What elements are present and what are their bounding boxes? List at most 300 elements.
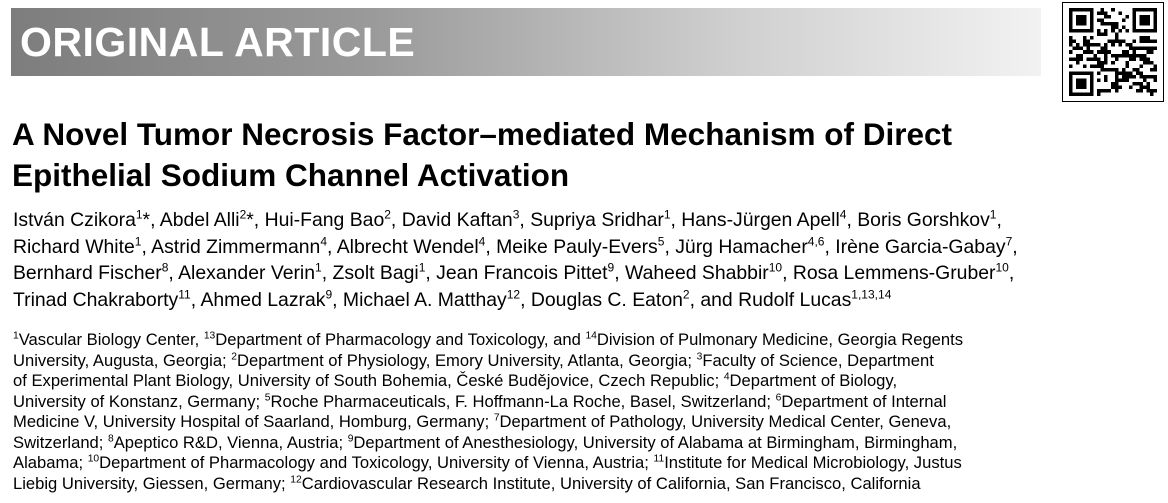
affiliation-line: [13, 433, 1163, 454]
qr-module: [1146, 19, 1150, 23]
superscript-marker: 9: [325, 287, 333, 302]
qr-module: [1090, 8, 1094, 12]
affiliation-line: [13, 453, 1163, 474]
qr-module: [1073, 71, 1077, 75]
qr-module: [1153, 8, 1157, 12]
qr-module: [1090, 71, 1094, 75]
qr-module: [1132, 82, 1136, 86]
qr-module: [1080, 54, 1084, 58]
qr-module: [1069, 12, 1073, 16]
qr-module: [1090, 89, 1094, 93]
qr-module: [1115, 89, 1119, 93]
qr-module: [1122, 78, 1126, 82]
qr-module: [1090, 64, 1094, 68]
qr-module: [1090, 78, 1094, 82]
text-run: , Boris Gorshkov: [846, 209, 990, 231]
qr-module: [1132, 12, 1136, 16]
qr-module: [1080, 29, 1084, 33]
qr-module: [1146, 85, 1150, 89]
qr-module: [1094, 54, 1098, 58]
qr-module: [1115, 57, 1119, 61]
qr-module: [1122, 75, 1126, 79]
qr-module: [1073, 57, 1077, 61]
qr-module: [1097, 61, 1101, 65]
superscript-marker: 6: [775, 391, 782, 403]
qr-module: [1139, 36, 1143, 40]
qr-module: [1132, 50, 1136, 54]
text-run: , Zsolt Bagi: [321, 262, 419, 284]
qr-module: [1150, 29, 1154, 33]
superscript-marker: 3: [696, 350, 703, 362]
qr-module: [1132, 68, 1136, 72]
text-run: University, Augusta, Georgia;: [13, 350, 232, 370]
superscript-marker: 7: [1005, 234, 1013, 249]
qr-module: [1094, 43, 1098, 47]
qr-module: [1153, 75, 1157, 79]
qr-module: [1090, 85, 1094, 89]
qr-module: [1139, 22, 1143, 26]
superscript-marker: 4,6: [807, 234, 825, 249]
qr-module: [1150, 50, 1154, 54]
text-run: , Douglas C. Eaton: [520, 288, 683, 311]
text-run: Bernhard Fischer: [13, 262, 162, 284]
qr-module: [1090, 50, 1094, 54]
superscript-marker: 4: [320, 234, 328, 249]
qr-module: [1069, 85, 1073, 89]
text-run: ,: [996, 209, 1002, 231]
qr-module: [1094, 64, 1098, 68]
qr-module: [1090, 12, 1094, 16]
qr-module: [1153, 78, 1157, 82]
text-run: , Supriya Sridhar: [519, 209, 664, 231]
qr-module: [1083, 85, 1087, 89]
qr-module: [1136, 71, 1140, 75]
qr-module: [1090, 43, 1094, 47]
qr-module: [1111, 29, 1115, 33]
qr-module: [1139, 71, 1143, 75]
qr-module: [1104, 29, 1108, 33]
qr-module: [1132, 15, 1136, 19]
qr-module: [1104, 47, 1108, 51]
text-run: Medicine V, University Hospital of Saarland, Homburg, Germany;: [13, 412, 494, 431]
qr-module: [1118, 54, 1122, 58]
qr-module: [1132, 57, 1136, 61]
qr-module: [1097, 33, 1101, 37]
qr-module: [1073, 8, 1077, 12]
qr-module: [1139, 75, 1143, 79]
qr-module: [1080, 57, 1084, 61]
qr-module: [1143, 57, 1147, 61]
qr-module: [1125, 15, 1129, 19]
qr-module: [1132, 29, 1136, 33]
qr-module: [1146, 40, 1150, 44]
qr-module: [1136, 47, 1140, 51]
qr-module: [1073, 47, 1077, 51]
text-run: University of Konstanz, Germany;: [13, 391, 265, 411]
qr-module: [1080, 82, 1084, 86]
qr-module: [1101, 68, 1105, 72]
qr-module: [1146, 8, 1150, 12]
qr-module: [1090, 19, 1094, 23]
qr-module: [1069, 43, 1073, 47]
superscript-marker: 1: [989, 207, 997, 222]
text-run: Institute for Medical Microbiology, Justus: [664, 453, 962, 472]
qr-module: [1069, 89, 1073, 93]
qr-module: [1101, 33, 1105, 37]
qr-module: [1136, 68, 1140, 72]
superscript-marker: 3: [512, 207, 520, 222]
text-run: , Jean Francois Pittet: [425, 262, 608, 284]
qr-module: [1122, 68, 1126, 72]
qr-module: [1129, 57, 1133, 61]
superscript-marker: 2: [231, 350, 237, 362]
qr-module: [1108, 22, 1112, 26]
text-run: Cardiovascular Research Institute, University of California, San Francisco, California: [301, 473, 921, 493]
qr-module: [1139, 85, 1143, 89]
qr-module: [1076, 19, 1080, 23]
qr-module: [1146, 50, 1150, 54]
qr-module: [1101, 50, 1105, 54]
qr-module: [1150, 92, 1154, 96]
qr-module: [1139, 19, 1143, 23]
qr-module: [1150, 40, 1154, 44]
qr-module: [1090, 36, 1094, 40]
qr-module: [1097, 78, 1101, 82]
text-run: , Ahmed Lazrak: [190, 288, 326, 311]
text-run: Apeptico R&D, Vienna, Austria;: [113, 432, 348, 452]
author-list: [13, 207, 1163, 313]
qr-module: [1090, 57, 1094, 61]
qr-module: [1136, 54, 1140, 58]
qr-module: [1104, 43, 1108, 47]
qr-module: [1083, 43, 1087, 47]
qr-module: [1087, 43, 1091, 47]
superscript-marker: 2: [682, 287, 690, 302]
qr-module: [1129, 47, 1133, 51]
text-run: , Alexander Verin: [168, 262, 316, 284]
qr-module: [1111, 8, 1115, 12]
qr-module: [1069, 92, 1073, 96]
text-run: , Waheed Shabbir: [614, 262, 769, 284]
qr-module: [1111, 82, 1115, 86]
qr-module: [1132, 75, 1136, 79]
qr-module: [1143, 85, 1147, 89]
qr-module: [1069, 15, 1073, 19]
qr-module: [1143, 36, 1147, 40]
superscript-marker: 5: [264, 391, 271, 403]
qr-module: [1101, 8, 1105, 12]
qr-module: [1069, 8, 1073, 12]
qr-module: [1115, 82, 1119, 86]
text-run: Roche Pharmaceuticals, F. Hoffmann-La Roche, Basel, Switzerland;: [270, 391, 776, 411]
qr-module: [1132, 19, 1136, 23]
qr-module: [1111, 61, 1115, 65]
qr-module: [1115, 26, 1119, 30]
qr-module: [1132, 54, 1136, 58]
text-run: Switzerland;: [13, 432, 108, 452]
qr-module: [1136, 8, 1140, 12]
qr-module: [1104, 22, 1108, 26]
qr-module: [1101, 61, 1105, 65]
qr-module: [1153, 22, 1157, 26]
qr-module: [1069, 78, 1073, 82]
qr-module: [1104, 50, 1108, 54]
superscript-marker: 12: [506, 287, 521, 302]
text-run: , Michael A. Matthay: [332, 288, 507, 311]
qr-module: [1125, 29, 1129, 33]
qr-module: [1122, 71, 1126, 75]
qr-module: [1080, 19, 1084, 23]
qr-module: [1076, 54, 1080, 58]
qr-module: [1069, 57, 1073, 61]
qr-module: [1080, 47, 1084, 51]
text-run: Alabama;: [13, 453, 88, 472]
superscript-marker: 7: [493, 412, 500, 424]
qr-module: [1083, 19, 1087, 23]
qr-module: [1132, 22, 1136, 26]
qr-module: [1111, 54, 1115, 58]
qr-module: [1115, 36, 1119, 40]
text-run: , Astrid Zimmermann: [141, 235, 321, 258]
qr-module: [1069, 36, 1073, 40]
qr-module: [1097, 43, 1101, 47]
superscript-marker: 1: [135, 207, 143, 222]
qr-module: [1104, 57, 1108, 61]
text-run: ,: [1008, 262, 1015, 284]
qr-module: [1097, 19, 1101, 23]
qr-module: [1125, 75, 1129, 79]
qr-module: [1094, 57, 1098, 61]
qr-code-graphic: [1069, 8, 1157, 96]
qr-module: [1087, 8, 1091, 12]
superscript-marker: 9: [607, 260, 615, 275]
qr-module: [1090, 15, 1094, 19]
qr-module: [1132, 47, 1136, 51]
qr-module: [1087, 47, 1091, 51]
qr-module: [1118, 85, 1122, 89]
qr-module: [1101, 64, 1105, 68]
text-run: , Irène Garcia-Gabay: [824, 235, 1006, 258]
qr-module: [1087, 71, 1091, 75]
qr-module: [1122, 54, 1126, 58]
qr-module: [1080, 15, 1084, 19]
qr-module: [1139, 64, 1143, 68]
qr-module: [1153, 89, 1157, 93]
qr-module: [1153, 47, 1157, 51]
superscript-marker: 10: [87, 453, 100, 465]
qr-module: [1076, 29, 1080, 33]
qr-module: [1115, 33, 1119, 37]
qr-module: [1101, 89, 1105, 93]
qr-module: [1080, 85, 1084, 89]
text-run: , Albrecht Wendel: [327, 235, 479, 258]
qr-module: [1076, 61, 1080, 65]
qr-module: [1139, 40, 1143, 44]
qr-module: [1115, 71, 1119, 75]
affiliation-line: [13, 371, 1163, 392]
qr-module: [1143, 54, 1147, 58]
qr-module: [1122, 50, 1126, 54]
qr-module: [1136, 82, 1140, 86]
qr-module: [1146, 61, 1150, 65]
qr-module: [1143, 15, 1147, 19]
qr-module: [1125, 43, 1129, 47]
qr-module: [1125, 61, 1129, 65]
superscript-marker: 12: [290, 473, 302, 485]
qr-module: [1076, 15, 1080, 19]
qr-module: [1101, 22, 1105, 26]
text-run: Richard White: [13, 235, 135, 258]
qr-module: [1097, 29, 1101, 33]
qr-module: [1090, 92, 1094, 96]
qr-module: [1118, 12, 1122, 16]
qr-module: [1115, 75, 1119, 79]
qr-module: [1076, 43, 1080, 47]
qr-module: [1073, 40, 1077, 44]
qr-module: [1076, 82, 1080, 86]
qr-module: [1150, 68, 1154, 72]
qr-module: [1150, 8, 1154, 12]
affiliation-list: [13, 330, 1163, 494]
superscript-marker: 14: [585, 330, 597, 342]
qr-module: [1129, 43, 1133, 47]
qr-module: [1115, 22, 1119, 26]
qr-module: [1146, 57, 1150, 61]
qr-module: [1139, 82, 1143, 86]
author-line: [13, 260, 1163, 287]
superscript-marker: 13: [203, 330, 216, 342]
qr-module: [1150, 47, 1154, 51]
qr-module: [1104, 12, 1108, 16]
qr-module: [1143, 47, 1147, 51]
qr-module: [1097, 12, 1101, 16]
text-run: István Czikora: [13, 209, 136, 231]
article-title: A Novel Tumor Necrosis Factor–mediated Mechanism of Direct Epithelial Sodium Channel Activation: [12, 116, 953, 193]
text-run: , David Kaftan: [390, 209, 513, 231]
qr-module: [1083, 15, 1087, 19]
qr-module: [1080, 92, 1084, 96]
qr-module: [1129, 71, 1133, 75]
qr-module: [1115, 40, 1119, 44]
qr-module: [1122, 26, 1126, 30]
qr-module: [1090, 22, 1094, 26]
qr-module: [1076, 47, 1080, 51]
qr-module: [1129, 85, 1133, 89]
qr-module: [1115, 68, 1119, 72]
qr-module: [1143, 19, 1147, 23]
qr-module: [1146, 82, 1150, 86]
qr-module: [1139, 54, 1143, 58]
qr-module: [1150, 75, 1154, 79]
qr-module: [1150, 61, 1154, 65]
text-run: *, Abdel Alli: [142, 209, 240, 231]
superscript-marker: 10: [995, 260, 1009, 275]
text-run: Department of Internal: [781, 391, 947, 411]
qr-module: [1069, 22, 1073, 26]
qr-module: [1101, 19, 1105, 23]
qr-module: [1080, 78, 1084, 82]
superscript-marker: 11: [653, 453, 665, 465]
text-run: Faculty of Science, Department: [702, 350, 934, 370]
text-run: , Meike Pauly-Evers: [485, 235, 658, 258]
qr-module: [1108, 50, 1112, 54]
qr-module: [1073, 29, 1077, 33]
qr-module: [1104, 89, 1108, 93]
qr-module: [1122, 40, 1126, 44]
qr-module: [1097, 50, 1101, 54]
qr-module: [1087, 50, 1091, 54]
qr-module: [1083, 8, 1087, 12]
qr-module: [1132, 26, 1136, 30]
qr-module: [1118, 78, 1122, 82]
qr-module: [1146, 75, 1150, 79]
qr-module: [1111, 26, 1115, 30]
qr-module: [1069, 50, 1073, 54]
qr-module: [1087, 57, 1091, 61]
qr-module: [1069, 82, 1073, 86]
qr-module: [1118, 71, 1122, 75]
qr-code-icon[interactable]: [1062, 2, 1164, 102]
superscript-marker: 1: [663, 207, 671, 222]
superscript-marker: 1: [13, 330, 19, 342]
text-run: Vascular Biology Center,: [18, 330, 204, 349]
qr-module: [1143, 8, 1147, 12]
qr-module: [1097, 57, 1101, 61]
qr-module: [1069, 19, 1073, 23]
qr-module: [1090, 26, 1094, 30]
qr-module: [1069, 40, 1073, 44]
qr-module: [1143, 29, 1147, 33]
qr-module: [1118, 43, 1122, 47]
qr-module: [1083, 29, 1087, 33]
qr-module: [1153, 15, 1157, 19]
text-run: Liebig University, Giessen, Germany;: [13, 473, 291, 493]
superscript-marker: 10: [768, 260, 783, 275]
qr-module: [1125, 54, 1129, 58]
qr-module: [1118, 29, 1122, 33]
qr-module: [1090, 75, 1094, 79]
qr-module: [1083, 71, 1087, 75]
qr-module: [1139, 29, 1143, 33]
qr-module: [1139, 8, 1143, 12]
text-run: Department of Pathology, University Medical Center, Geneva,: [499, 412, 952, 431]
qr-module: [1108, 89, 1112, 93]
qr-module: [1139, 89, 1143, 93]
text-run: ,: [1012, 235, 1018, 258]
qr-module: [1083, 22, 1087, 26]
qr-module: [1083, 82, 1087, 86]
superscript-marker: 4: [723, 371, 730, 383]
qr-module: [1104, 68, 1108, 72]
qr-module: [1146, 22, 1150, 26]
qr-module: [1087, 92, 1091, 96]
qr-module: [1069, 64, 1073, 68]
text-run: *, Hui-Fang Bao: [246, 209, 385, 231]
text-run: Trinad Chakraborty: [13, 288, 179, 311]
superscript-marker: 5: [657, 234, 665, 249]
superscript-marker: 2: [384, 207, 391, 222]
qr-module: [1153, 64, 1157, 68]
qr-module: [1104, 15, 1108, 19]
qr-module: [1097, 64, 1101, 68]
qr-module: [1111, 43, 1115, 47]
superscript-marker: 4: [839, 207, 847, 222]
article-type-label: ORIGINAL ARTICLE: [20, 18, 416, 65]
qr-module: [1073, 92, 1077, 96]
qr-module: [1108, 68, 1112, 72]
qr-module: [1076, 57, 1080, 61]
qr-module: [1146, 47, 1150, 51]
